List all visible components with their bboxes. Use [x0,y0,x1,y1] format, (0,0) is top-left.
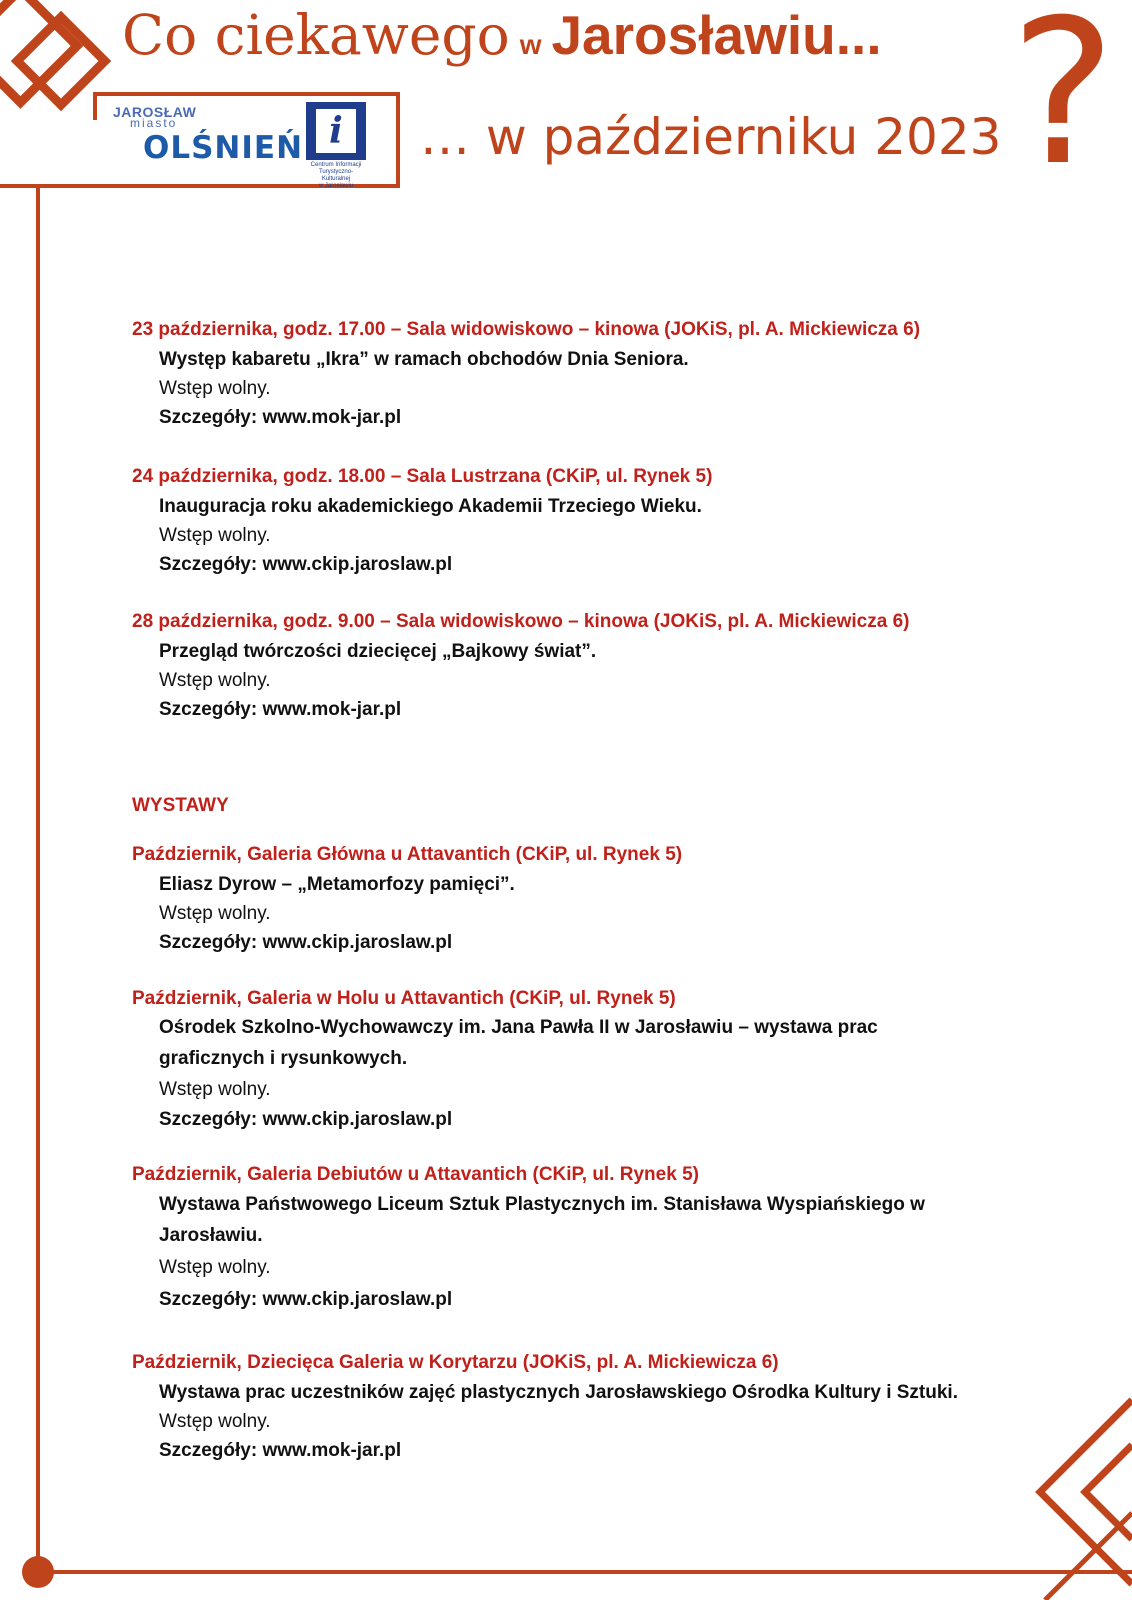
exhibition-heading: Październik, Dziecięca Galeria w Korytarzu (JOKiS, pl. A. Mickiewicza 6) [132,1352,779,1373]
event-details: Szczegóły: www.mok-jar.pl [159,407,402,428]
exhibition-heading: Październik, Galeria w Holu u Attavantich (CKiP, ul. Rynek 5) [132,988,676,1009]
exhibition-description: graficznych i rysunkowych. [159,1048,408,1069]
exhibition-heading: Październik, Galeria Debiutów u Attavantich (CKiP, ul. Rynek 5) [132,1164,699,1185]
exhibition-entry: Wstęp wolny. [159,1257,271,1278]
question-mark-icon: ? [1009,0,1117,210]
exhibition-description: Wystawa Państwowego Liceum Sztuk Plastycznych im. Stanisława Wyspiańskiego w [159,1194,925,1215]
exhibition-description: Ośrodek Szkolno-Wychowawczy im. Jana Pawła II w Jarosławiu – wystawa prac [159,1017,878,1038]
info-caption-2: Turystyczno-Kulturalnej [318,169,354,182]
event-heading: 24 października, godz. 18.00 – Sala Lustrzana (CKiP, ul. Rynek 5) [132,466,713,487]
exhibition-details: Szczegóły: www.ckip.jaroslaw.pl [159,932,453,953]
title-part-1: Co ciekawego [122,3,510,67]
logo-jaroslaw-line2: miasto [130,116,178,130]
event-heading: 23 października, godz. 17.00 – Sala widowiskowo – kinowa (JOKiS, pl. A. Mickiewicza 6) [132,319,921,340]
exhibition-description: Eliasz Dyrow – „Metamorfozy pamięci”. [159,874,515,895]
event-entry: Wstęp wolny. [159,525,271,546]
title-part-3: Jarosławiu... [551,4,882,66]
exhibition-description: Wystawa prac uczestników zajęć plastycznych Jarosławskiego Ośrodka Kultury i Sztuki. [159,1382,958,1403]
logo-jaroslaw-line1: JAROSŁAW [113,104,197,120]
title-part-2: w [519,29,542,60]
exhibition-heading: Październik, Galeria Główna u Attavantich (CKiP, ul. Rynek 5) [132,844,683,865]
event-description: Przegląd twórczości dziecięcej „Bajkowy świat”. [159,641,597,662]
event-entry: Wstęp wolny. [159,378,271,399]
info-symbol: i [316,109,356,153]
event-entry: Wstęp wolny. [159,670,271,691]
exhibition-details: Szczegóły: www.ckip.jaroslaw.pl [159,1289,453,1310]
page-subtitle: … w październiku 2023 [420,108,1002,166]
exhibition-details: Szczegóły: www.mok-jar.pl [159,1440,402,1461]
info-caption-3: w Jarosławiu [318,183,354,189]
event-details: Szczegóły: www.mok-jar.pl [159,699,402,720]
section-title-exhibitions: WYSTAWY [132,795,229,816]
exhibition-description: Jarosławiu. [159,1225,263,1246]
event-description: Inauguracja roku akademickiego Akademii Trzeciego Wieku. [159,496,702,517]
event-description: Występ kabaretu „Ikra” w ramach obchodów Dnia Seniora. [159,349,689,370]
event-details: Szczegóły: www.ckip.jaroslaw.pl [159,554,453,575]
exhibition-details: Szczegóły: www.ckip.jaroslaw.pl [159,1109,453,1130]
logo-jaroslaw-line3: OLŚNIEŃ [143,130,304,166]
event-heading: 28 października, godz. 9.00 – Sala widowiskowo – kinowa (JOKiS, pl. A. Mickiewicza 6) [132,611,910,632]
exhibition-entry: Wstęp wolny. [159,903,271,924]
exhibition-entry: Wstęp wolny. [159,1411,271,1432]
exhibition-entry: Wstęp wolny. [159,1079,271,1100]
info-caption-1: Centrum Informacji [310,162,362,168]
